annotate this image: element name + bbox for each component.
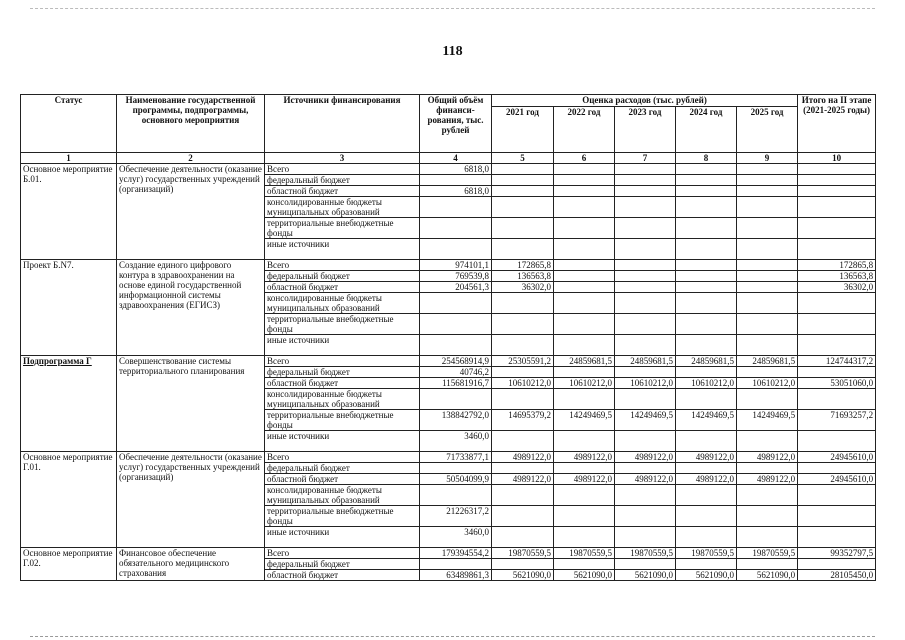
year-amount — [676, 239, 737, 260]
year-amount: 10610212,0 — [615, 378, 676, 389]
funding-source: областной бюджет — [265, 282, 420, 293]
year-amount: 5621090,0 — [615, 570, 676, 581]
year-amount: 19870559,5 — [737, 548, 798, 559]
year-amount — [615, 186, 676, 197]
stage-total-amount: 136563,8 — [798, 271, 876, 282]
year-amount — [676, 260, 737, 271]
year-amount — [615, 367, 676, 378]
stage-total-amount — [798, 559, 876, 570]
column-index: 6 — [554, 153, 615, 164]
year-amount: 136563,8 — [492, 271, 554, 282]
year-amount — [737, 485, 798, 506]
year-amount — [737, 506, 798, 527]
stage-total-amount — [798, 431, 876, 452]
total-amount: 254568914,9 — [420, 356, 492, 367]
stage-total-amount: 28105450,0 — [798, 570, 876, 581]
header-year: 2023 год — [615, 107, 676, 153]
year-amount: 5621090,0 — [554, 570, 615, 581]
year-amount — [554, 282, 615, 293]
funding-source: областной бюджет — [265, 186, 420, 197]
funding-source: иные источники — [265, 335, 420, 356]
header-stage-total: Итого на II этапе (2021-2025 годы) — [798, 95, 876, 153]
stage-total-amount — [798, 314, 876, 335]
column-index: 8 — [676, 153, 737, 164]
year-amount: 10610212,0 — [492, 378, 554, 389]
year-amount — [554, 314, 615, 335]
table-row — [21, 548, 876, 559]
year-amount — [737, 271, 798, 282]
year-amount — [492, 293, 554, 314]
year-amount — [737, 559, 798, 570]
total-amount: 63489861,3 — [420, 570, 492, 581]
year-amount — [676, 186, 737, 197]
table-row — [21, 164, 876, 175]
row-status: Проект Б.N7. — [21, 260, 117, 356]
stage-total-amount: 172865,8 — [798, 260, 876, 271]
funding-source: территориальные внебюджетные фонды — [265, 410, 420, 431]
year-amount — [676, 197, 737, 218]
header-name: Наименование государственной программы, подпрограммы, основного мероприятия — [117, 95, 265, 153]
year-amount: 4989122,0 — [615, 452, 676, 463]
year-amount — [676, 506, 737, 527]
year-amount — [554, 463, 615, 474]
year-amount — [676, 175, 737, 186]
stage-total-amount — [798, 367, 876, 378]
year-amount — [554, 271, 615, 282]
year-amount — [492, 239, 554, 260]
column-index: 4 — [420, 153, 492, 164]
column-index: 5 — [492, 153, 554, 164]
year-amount: 10610212,0 — [676, 378, 737, 389]
total-amount — [420, 239, 492, 260]
year-amount: 19870559,5 — [615, 548, 676, 559]
stage-total-amount — [798, 218, 876, 239]
total-amount: 40746,2 — [420, 367, 492, 378]
year-amount — [492, 175, 554, 186]
year-amount — [676, 559, 737, 570]
total-amount: 71733877,1 — [420, 452, 492, 463]
year-amount — [554, 239, 615, 260]
year-amount — [676, 282, 737, 293]
funding-source: консолидированные бюджеты муниципальных образований — [265, 485, 420, 506]
total-amount: 6818,0 — [420, 186, 492, 197]
year-amount — [676, 335, 737, 356]
row-name: Обеспечение деятельности (оказание услуг) государственных учреждений (организаций) — [117, 164, 265, 260]
year-amount — [615, 271, 676, 282]
stage-total-amount — [798, 335, 876, 356]
header-status: Статус — [21, 95, 117, 153]
header-year: 2021 год — [492, 107, 554, 153]
year-amount: 24859681,5 — [737, 356, 798, 367]
year-amount: 14249469,5 — [676, 410, 737, 431]
year-amount: 10610212,0 — [554, 378, 615, 389]
year-amount: 5621090,0 — [737, 570, 798, 581]
year-amount — [554, 485, 615, 506]
year-amount — [615, 485, 676, 506]
year-amount: 14249469,5 — [615, 410, 676, 431]
funding-source: областной бюджет — [265, 474, 420, 485]
stage-total-amount — [798, 463, 876, 474]
year-amount — [737, 186, 798, 197]
year-amount: 19870559,5 — [554, 548, 615, 559]
year-amount — [554, 335, 615, 356]
funding-source: Всего — [265, 452, 420, 463]
year-amount — [737, 389, 798, 410]
total-amount: 21226317,2 — [420, 506, 492, 527]
row-name: Совершенствование системы территориального планирования — [117, 356, 265, 452]
funding-source: консолидированные бюджеты муниципальных образований — [265, 389, 420, 410]
funding-source: территориальные внебюджетные фонды — [265, 314, 420, 335]
year-amount — [492, 335, 554, 356]
column-index: 1 — [21, 153, 117, 164]
row-status: Подпрограмма Г — [21, 356, 117, 452]
year-amount — [615, 293, 676, 314]
year-amount: 36302,0 — [492, 282, 554, 293]
year-amount — [737, 293, 798, 314]
year-amount — [615, 463, 676, 474]
total-amount — [420, 389, 492, 410]
year-amount — [676, 527, 737, 548]
year-amount: 10610212,0 — [737, 378, 798, 389]
year-amount — [676, 293, 737, 314]
funding-source: Всего — [265, 260, 420, 271]
column-index-row — [21, 153, 876, 164]
year-amount — [615, 389, 676, 410]
year-amount — [676, 367, 737, 378]
stage-total-amount — [798, 175, 876, 186]
year-amount — [492, 367, 554, 378]
year-amount: 24859681,5 — [615, 356, 676, 367]
funding-source: иные источники — [265, 239, 420, 260]
total-amount — [420, 197, 492, 218]
year-amount — [615, 431, 676, 452]
year-amount: 14695379,2 — [492, 410, 554, 431]
row-status: Основное мероприятие Г.01. — [21, 452, 117, 548]
year-amount — [554, 506, 615, 527]
column-index: 10 — [798, 153, 876, 164]
year-amount — [737, 218, 798, 239]
row-name: Финансовое обеспечение обязательного медицинского страхования — [117, 548, 265, 581]
year-amount: 14249469,5 — [737, 410, 798, 431]
total-amount: 138842792,0 — [420, 410, 492, 431]
year-amount: 4989122,0 — [737, 474, 798, 485]
year-amount — [554, 389, 615, 410]
year-amount — [492, 527, 554, 548]
column-index: 2 — [117, 153, 265, 164]
table-row — [21, 260, 876, 271]
table-row — [21, 452, 876, 463]
total-amount — [420, 485, 492, 506]
year-amount — [737, 314, 798, 335]
year-amount — [676, 389, 737, 410]
year-amount — [554, 164, 615, 175]
year-amount — [737, 164, 798, 175]
stage-total-amount — [798, 527, 876, 548]
year-amount — [615, 559, 676, 570]
year-amount — [554, 175, 615, 186]
year-amount: 24859681,5 — [554, 356, 615, 367]
year-amount: 5621090,0 — [492, 570, 554, 581]
year-amount: 172865,8 — [492, 260, 554, 271]
funding-source: федеральный бюджет — [265, 271, 420, 282]
year-amount: 4989122,0 — [615, 474, 676, 485]
year-amount: 4989122,0 — [554, 474, 615, 485]
year-amount: 14249469,5 — [554, 410, 615, 431]
year-amount — [737, 431, 798, 452]
header-sources: Источники финансирования — [265, 95, 420, 153]
year-amount — [492, 506, 554, 527]
row-status: Основное мероприятие Г.02. — [21, 548, 117, 581]
year-amount: 5621090,0 — [676, 570, 737, 581]
year-amount: 4989122,0 — [676, 474, 737, 485]
year-amount — [615, 314, 676, 335]
total-amount: 204561,3 — [420, 282, 492, 293]
year-amount — [492, 431, 554, 452]
year-amount — [492, 164, 554, 175]
year-amount — [554, 218, 615, 239]
stage-total-amount: 24945610,0 — [798, 474, 876, 485]
year-amount — [492, 197, 554, 218]
total-amount — [420, 293, 492, 314]
header-year: 2024 год — [676, 107, 737, 153]
year-amount — [737, 463, 798, 474]
year-amount — [615, 506, 676, 527]
year-amount — [615, 239, 676, 260]
total-amount — [420, 335, 492, 356]
row-status: Основное мероприятие Б.01. — [21, 164, 117, 260]
year-amount — [615, 218, 676, 239]
year-amount — [737, 282, 798, 293]
funding-source: областной бюджет — [265, 570, 420, 581]
year-amount — [615, 335, 676, 356]
stage-total-amount — [798, 186, 876, 197]
funding-source: областной бюджет — [265, 378, 420, 389]
header-total: Общий объём финанси-рования, тыс. рублей — [420, 95, 492, 153]
funding-source: федеральный бюджет — [265, 175, 420, 186]
year-amount — [554, 186, 615, 197]
header-estimate: Оценка расходов (тыс. рублей) — [492, 95, 798, 107]
bottom-scan-rule — [30, 636, 875, 638]
year-amount — [615, 164, 676, 175]
year-amount — [676, 314, 737, 335]
stage-total-amount: 124744317,2 — [798, 356, 876, 367]
top-scan-rule — [30, 8, 875, 10]
year-amount: 19870559,5 — [492, 548, 554, 559]
year-amount — [737, 367, 798, 378]
stage-total-amount — [798, 239, 876, 260]
table-row — [21, 356, 876, 367]
header-year: 2022 год — [554, 107, 615, 153]
year-amount: 4989122,0 — [676, 452, 737, 463]
year-amount — [492, 559, 554, 570]
year-amount — [492, 389, 554, 410]
column-index: 9 — [737, 153, 798, 164]
year-amount — [676, 218, 737, 239]
funding-source: консолидированные бюджеты муниципальных образований — [265, 293, 420, 314]
year-amount — [492, 314, 554, 335]
year-amount — [676, 164, 737, 175]
year-amount: 24859681,5 — [676, 356, 737, 367]
year-amount: 19870559,5 — [676, 548, 737, 559]
funding-source: иные источники — [265, 527, 420, 548]
stage-total-amount — [798, 506, 876, 527]
funding-source: территориальные внебюджетные фонды — [265, 218, 420, 239]
row-name: Создание единого цифрового контура в здравоохранении на основе единой государственной информационной системы здравоохранения (ЕГИСЗ) — [117, 260, 265, 356]
year-amount — [492, 463, 554, 474]
funding-source: территориальные внебюджетные фонды — [265, 506, 420, 527]
year-amount — [737, 175, 798, 186]
stage-total-amount — [798, 389, 876, 410]
header-year: 2025 год — [737, 107, 798, 153]
stage-total-amount — [798, 164, 876, 175]
year-amount: 4989122,0 — [492, 474, 554, 485]
year-amount — [615, 175, 676, 186]
total-amount: 974101,1 — [420, 260, 492, 271]
year-amount — [737, 527, 798, 548]
funding-source: федеральный бюджет — [265, 463, 420, 474]
year-amount — [676, 271, 737, 282]
column-index: 7 — [615, 153, 676, 164]
year-amount — [554, 197, 615, 218]
total-amount: 179394554,2 — [420, 548, 492, 559]
total-amount — [420, 175, 492, 186]
total-amount: 769539,8 — [420, 271, 492, 282]
year-amount — [676, 431, 737, 452]
total-amount — [420, 218, 492, 239]
year-amount — [737, 260, 798, 271]
year-amount — [615, 260, 676, 271]
total-amount: 3460,0 — [420, 431, 492, 452]
page-number: 118 — [442, 44, 463, 59]
budget-table — [20, 94, 876, 581]
funding-source: Всего — [265, 164, 420, 175]
year-amount — [554, 367, 615, 378]
stage-total-amount — [798, 293, 876, 314]
year-amount — [492, 186, 554, 197]
total-amount: 115681916,7 — [420, 378, 492, 389]
stage-total-amount: 99352797,5 — [798, 548, 876, 559]
year-amount — [554, 431, 615, 452]
column-index: 3 — [265, 153, 420, 164]
year-amount — [554, 559, 615, 570]
row-name: Обеспечение деятельности (оказание услуг) государственных учреждений (организаций) — [117, 452, 265, 548]
stage-total-amount — [798, 485, 876, 506]
year-amount: 4989122,0 — [737, 452, 798, 463]
funding-source: федеральный бюджет — [265, 367, 420, 378]
total-amount — [420, 314, 492, 335]
year-amount — [676, 485, 737, 506]
year-amount — [554, 527, 615, 548]
total-amount — [420, 559, 492, 570]
year-amount: 25305591,2 — [492, 356, 554, 367]
stage-total-amount: 36302,0 — [798, 282, 876, 293]
stage-total-amount: 24945610,0 — [798, 452, 876, 463]
year-amount — [492, 485, 554, 506]
year-amount — [492, 218, 554, 239]
funding-source: иные источники — [265, 431, 420, 452]
stage-total-amount: 71693257,2 — [798, 410, 876, 431]
funding-source: Всего — [265, 548, 420, 559]
year-amount — [737, 197, 798, 218]
year-amount: 4989122,0 — [554, 452, 615, 463]
funding-source: консолидированные бюджеты муниципальных образований — [265, 197, 420, 218]
total-amount: 6818,0 — [420, 164, 492, 175]
total-amount: 3460,0 — [420, 527, 492, 548]
stage-total-amount: 53051060,0 — [798, 378, 876, 389]
year-amount — [554, 260, 615, 271]
year-amount — [737, 335, 798, 356]
year-amount — [615, 527, 676, 548]
total-amount: 50504099,9 — [420, 474, 492, 485]
year-amount — [554, 293, 615, 314]
year-amount: 4989122,0 — [492, 452, 554, 463]
year-amount — [737, 239, 798, 260]
year-amount — [615, 197, 676, 218]
funding-source: федеральный бюджет — [265, 559, 420, 570]
year-amount — [676, 463, 737, 474]
year-amount — [615, 282, 676, 293]
total-amount — [420, 463, 492, 474]
funding-source: Всего — [265, 356, 420, 367]
stage-total-amount — [798, 197, 876, 218]
